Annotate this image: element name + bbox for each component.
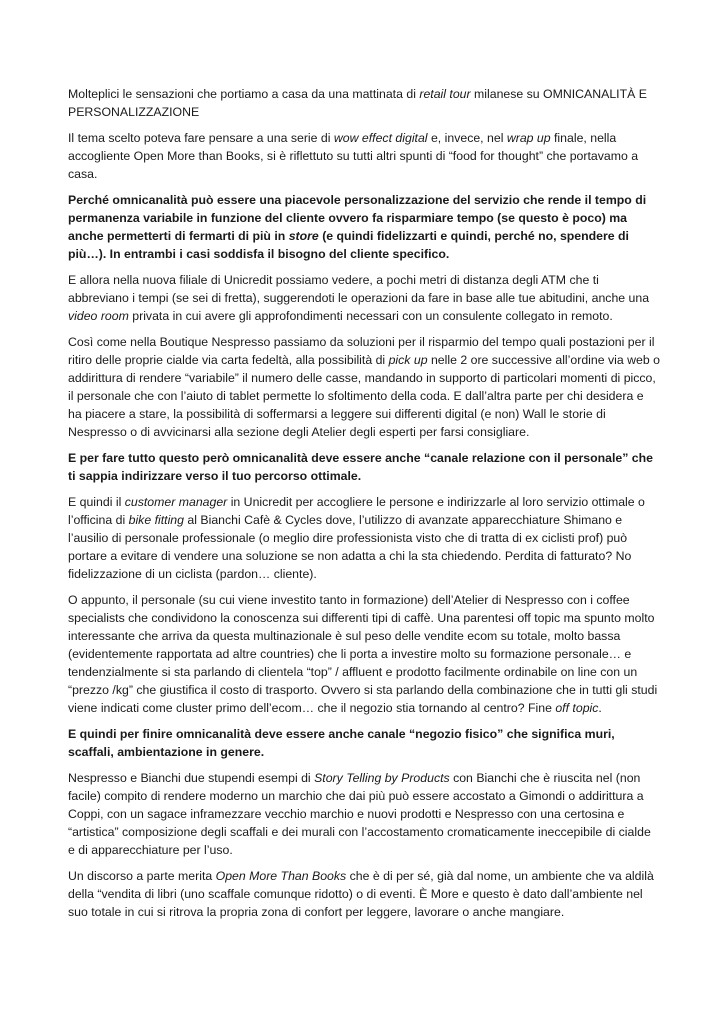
paragraph-1	[68, 85, 660, 121]
italic-text: Story Telling by Products	[314, 771, 450, 785]
text-segment: Molteplici le sensazioni che portiamo a casa da una mattinata di	[68, 87, 420, 101]
italic-text: wrap up	[506, 131, 551, 145]
text-segment: al Bianchi Cafè & Cycles dove, l’utilizzo di avanzate apparecchiature Shimano e l’ausilio di personale professionale (o meglio dire professionista visto che di tratta di ex ciclisti prof) può portare a evitare di vendere una soluzione se non adatta a chi la sta chiedendo. Perdita di fatturato? No fidelizzazione di un ciclista (pardon… cliente).	[68, 513, 632, 581]
text-segment: in Unicredit per accogliere le persone e indirizzarle al loro servizio ottimale o l’officina di	[68, 495, 645, 527]
text-segment: Perché omnicanalità può essere una piacevole personalizzazione del servizio che rende il tempo di permanenza variabile in funzione del cliente ovvero fa risparmiare tempo (se questo è poco) ma anche permetterti di fermarti di più in	[68, 193, 647, 243]
text-segment: privata in cui avere gli approfondimenti necessari con un consulente collegato in remoto.	[128, 309, 613, 323]
paragraph-3	[68, 191, 660, 263]
italic-text: video room	[68, 309, 129, 323]
paragraph-4	[68, 271, 660, 325]
text-segment: che è di per sé, già dal nome, un ambiente che va aldilà della “vendita di libri (uno scaffale comunque ridotto) o di eventi. È More e questo è dato dall’ambiente nel suo totale in cui si ritrova la propria zona di confort per leggere, lavorare o anche mangiare.	[68, 869, 654, 919]
paragraph-9	[68, 725, 660, 761]
text-segment: Nespresso e Bianchi due stupendi esempi di	[68, 771, 315, 785]
text-segment: e, invece, nel	[427, 131, 507, 145]
italic-text: retail tour	[419, 87, 471, 101]
text-segment: O appunto, il personale (su cui viene investito tanto in formazione) dell’Atelier di Nespresso con i coffee specialists che condividono la conoscenza sui differenti tipi di caffè. Una parentesi off topic ma spunto molto interessante che arriva da questa multinazionale è sul peso delle vendite ecom su totale, molto bassa (evidentemente rapportata ad altre countries) che li porta a investire molto su formazione personale… e tendenzialmente si sta parlando di clientela “top” / affluent e prodotto facilmente ordinabile on line con un “prezzo /kg” che giustifica il costo di trasporto. Ovvero si sta parlando della combinazione che in tutti gli studi viene indicati come cluster primo dell’ecom… che il negozio stia tornando al centro? Fine	[68, 593, 658, 715]
text-segment: E per fare tutto questo però omnicanalità deve essere anche “canale relazione con il personale” che ti sappia indirizzare verso il tuo percorso ottimale.	[68, 451, 653, 483]
paragraph-7	[68, 493, 660, 583]
text-segment: nelle 2 ore successive all’ordine via web o addirittura di rendere “variabile” il numero delle casse, mandando in supporto di particolari momenti di picco, il personale che con l’aiuto di tablet permette lo sfoltimento della coda. E dall’altra parte per chi desidera e ha piacere a stare, la possibilità di soffermarsi a leggere sui differenti digital (e non) Wall le storie di Nespresso o di avvicinarsi alla sezione degli Atelier degli esperti per farsi consigliare.	[68, 353, 660, 439]
italic-text: off topic	[555, 701, 599, 715]
document-body	[68, 85, 660, 929]
paragraph-6	[68, 449, 660, 485]
text-segment: Così come nella Boutique Nespresso passiamo da soluzioni per il risparmio del tempo quali postazioni per il ritiro delle proprie cialde via carta fedeltà, alla possibilità di	[68, 335, 655, 367]
italic-text: wow effect digital	[333, 131, 428, 145]
text-segment: con Bianchi che è riuscita nel (non facile) compito di rendere moderno un marchio che dai più può essere accostato a Gimondi o addirittura a Coppi, con un sagace inframezzare vecchio marchio e nuovi prodotti e Nespresso con una certosina e “artistica” composizione degli scaffali e dei murali con l’accostamento cromaticamente ineccepibile di cialde e di apparecchiature per l’uso.	[68, 771, 651, 857]
paragraph-8	[68, 591, 660, 717]
italic-text: store	[288, 229, 319, 243]
italic-text: pick up	[388, 353, 428, 367]
text-segment: finale, nella accogliente Open More than Books, si è riflettuto su tutti altri spunti di “food for thought” che portavamo a casa.	[68, 131, 639, 181]
paragraph-2	[68, 129, 660, 183]
text-segment: (e quindi fidelizzarti e quindi, perché no, spendere di più…). In entrambi i casi soddisfa il bisogno del cliente specifico.	[68, 229, 629, 261]
text-segment: E allora nella nuova filiale di Unicredit possiamo vedere, a pochi metri di distanza degli ATM che ti abbreviano i tempi (se sei di fretta), suggerendoti le operazioni da fare in base alle tue abitudini, anche una	[68, 273, 650, 305]
italic-text: bike fitting	[128, 513, 184, 527]
text-segment: E quindi per finire omnicanalità deve essere anche canale “negozio fisico” che significa muri, scaffali, ambientazione in genere.	[68, 727, 615, 759]
paragraph-5	[68, 333, 660, 441]
text-segment: .	[598, 701, 602, 715]
paragraph-11	[68, 867, 660, 921]
text-segment: Un discorso a parte merita	[68, 869, 216, 883]
text-segment: E quindi il	[68, 495, 125, 509]
paragraph-10	[68, 769, 660, 859]
italic-text: customer manager	[124, 495, 228, 509]
italic-text: Open More Than Books	[215, 869, 347, 883]
text-segment: milanese su OMNICANALITÀ E PERSONALIZZAZIONE	[68, 87, 647, 119]
text-segment: Il tema scelto poteva fare pensare a una serie di	[68, 131, 334, 145]
